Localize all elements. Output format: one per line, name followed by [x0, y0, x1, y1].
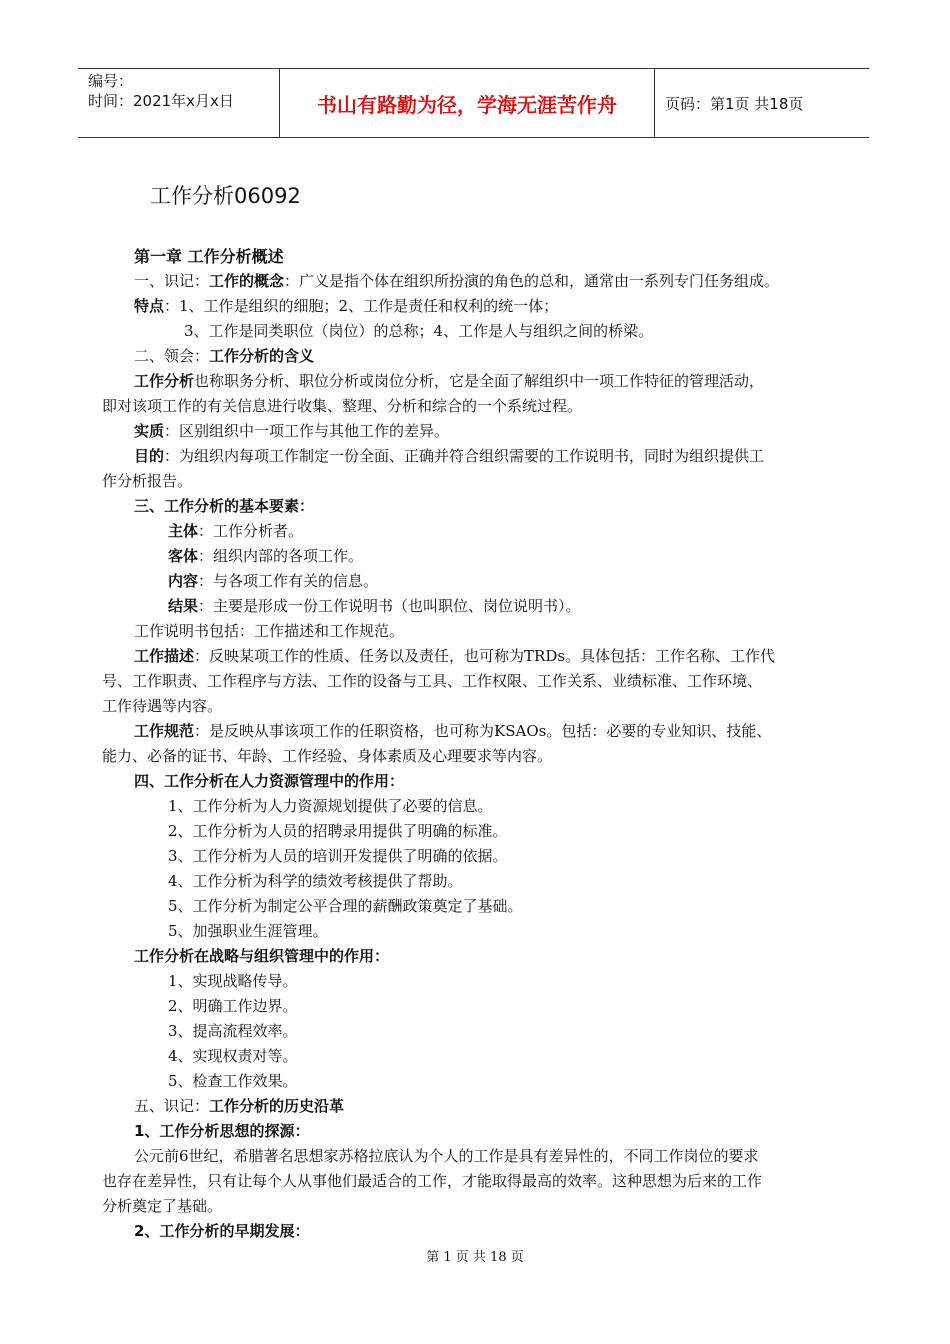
- text: ：区别组织中一项工作与其他工作的差异。: [164, 422, 450, 440]
- document-body: [102, 242, 847, 1244]
- text: ：反映某项工作的性质、任务以及责任，也可称为TRDs。具体包括：工作名称、工作代: [194, 647, 776, 665]
- text: ：广义是指个体在组织所扮演的角色的总和，通常由一系列专门任务组成。: [284, 272, 780, 290]
- list-item: 1、实现战略传导。: [168, 972, 298, 990]
- text: ：工作分析者。: [198, 522, 304, 540]
- term: 特点: [134, 297, 165, 315]
- list-item: 2、工作分析为人员的招聘录用提供了明确的标准。: [168, 822, 508, 840]
- paragraph: [102, 644, 847, 669]
- paragraph: 3、工作是同类职位（岗位）的总称；4、工作是人与组织之间的桥梁。: [184, 322, 654, 340]
- text: ：组织内部的各项工作。: [198, 547, 364, 565]
- header-motto: 书山有路勤为径，学海无涯苦作舟: [280, 69, 655, 137]
- document-title: 工作分析06092: [150, 184, 301, 208]
- list-item: [102, 519, 847, 544]
- paragraph: [102, 369, 847, 394]
- time-label: 时间：2021年x月x日: [88, 92, 234, 110]
- term: 工作的概念: [209, 272, 285, 290]
- text: ：为组织内每项工作制定一份全面、正确并符合组织需要的工作说明书，同时为组织提供工: [164, 447, 765, 465]
- list-item: 5、加强职业生涯管理。: [168, 922, 328, 940]
- list-item: 3、工作分析为人员的培训开发提供了明确的依据。: [168, 847, 508, 865]
- list-item: [102, 569, 847, 594]
- paragraph: [102, 294, 847, 319]
- text: ：与各项工作有关的信息。: [198, 572, 379, 590]
- page-footer: 第 1 页 共 18 页: [426, 1250, 524, 1265]
- text: 一、识记：: [134, 272, 210, 290]
- paragraph: 也存在差异性，只有让每个人从事他们最适合的工作，才能取得最高的效率。这种思想为后来的工作: [102, 1172, 763, 1190]
- paragraph: [102, 1094, 847, 1119]
- list-item: 5、检查工作效果。: [168, 1072, 298, 1090]
- list-item: 4、工作分析为科学的绩效考核提供了帮助。: [168, 872, 463, 890]
- paragraph: [102, 269, 847, 294]
- paragraph: [102, 444, 847, 469]
- paragraph: 公元前6世纪，希腊著名思想家苏格拉底认为个人的工作是具有差异性的，不同工作岗位的要求: [134, 1147, 759, 1165]
- paragraph: 即对该项工作的有关信息进行收集、整理、分析和综合的一个系统过程。: [102, 397, 583, 415]
- number-label: 编号：: [88, 72, 134, 90]
- term: 内容: [168, 572, 199, 590]
- section-heading: 三、工作分析的基本要素：: [134, 497, 315, 515]
- chapter-heading: 第一章 工作分析概述: [134, 247, 284, 266]
- list-item: [102, 544, 847, 569]
- header-page-info: 页码：第1页 共18页: [665, 94, 804, 113]
- section-heading: 四、工作分析在人力资源管理中的作用：: [134, 772, 405, 790]
- list-item: 3、提高流程效率。: [168, 1022, 298, 1040]
- term: 实质: [134, 422, 165, 440]
- paragraph: [102, 344, 847, 369]
- list-item: 1、工作分析为人力资源规划提供了必要的信息。: [168, 797, 493, 815]
- text: ：1、工作是组织的细胞；2、工作是责任和权利的统一体；: [164, 297, 559, 315]
- text: ：是反映从事该项工作的任职资格，也可称为KSAOs。包括：必要的专业知识、技能、: [194, 722, 772, 740]
- paragraph: 作分析报告。: [102, 472, 193, 490]
- term: 主体: [168, 522, 199, 540]
- paragraph: [102, 419, 847, 444]
- paragraph: 分析奠定了基础。: [102, 1197, 223, 1215]
- term: 工作分析的含义: [209, 347, 315, 365]
- section-heading: 工作分析在战略与组织管理中的作用：: [134, 947, 390, 965]
- page-header: [78, 68, 869, 138]
- paragraph: 工作说明书包括：工作描述和工作规范。: [134, 622, 405, 640]
- list-item: 5、工作分析为制定公平合理的薪酬政策奠定了基础。: [168, 897, 523, 915]
- sub-heading: 2、工作分析的早期发展：: [134, 1222, 310, 1240]
- list-item: [102, 594, 847, 619]
- list-item: 4、实现权责对等。: [168, 1047, 298, 1065]
- term: 工作分析: [134, 372, 195, 390]
- sub-heading: 1、工作分析思想的探源：: [134, 1122, 310, 1140]
- paragraph: 号、工作职责、工作程序与方法、工作的设备与工具、工作权限、工作关系、业绩标准、工作环境、: [102, 672, 763, 690]
- paragraph: [102, 719, 847, 744]
- term: 客体: [168, 547, 199, 565]
- text: 五、识记：: [134, 1097, 210, 1115]
- term: 工作规范: [134, 722, 195, 740]
- term: 工作描述: [134, 647, 195, 665]
- term: 结果: [168, 597, 199, 615]
- text: ：主要是形成一份工作说明书（也叫职位、岗位说明书）。: [198, 597, 581, 615]
- paragraph: 工作待遇等内容。: [102, 697, 223, 715]
- text: 二、领会：: [134, 347, 210, 365]
- term: 目的: [134, 447, 165, 465]
- paragraph: 能力、必备的证书、年龄、工作经验、身体素质及心理要求等内容。: [102, 747, 553, 765]
- text: 也称职务分析、职位分析或岗位分析，它是全面了解组织中一项工作特征的管理活动，: [194, 372, 765, 390]
- header-meta: [78, 69, 280, 137]
- term: 工作分析的历史沿革: [209, 1097, 345, 1115]
- list-item: 2、明确工作边界。: [168, 997, 298, 1015]
